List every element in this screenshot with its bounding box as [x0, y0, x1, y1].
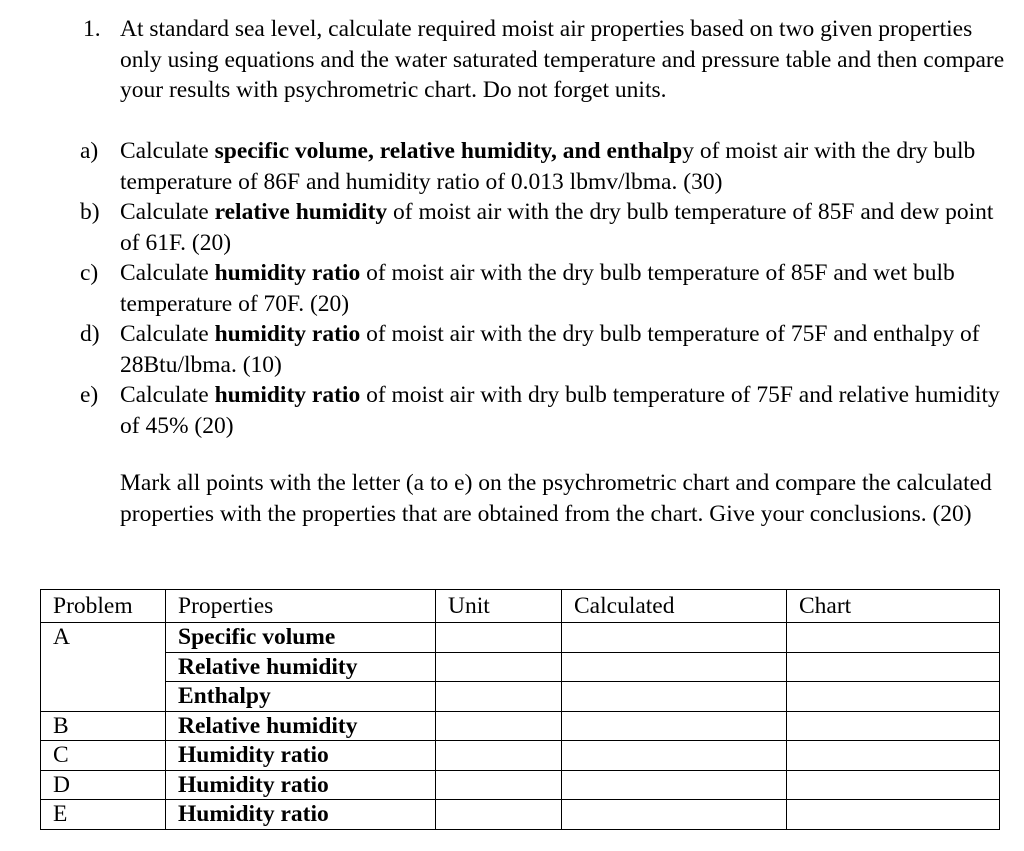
problem-cell: B: [41, 711, 166, 741]
chart-cell[interactable]: [787, 800, 1000, 830]
part-text-bold: humidity ratio: [214, 260, 361, 286]
part-text-post: of moist air with the dry bulb temperature of 75F and enthalpy of 28Btu/lbma. (10): [120, 321, 980, 378]
problem-cell: C: [41, 741, 166, 771]
header-calculated: Calculated: [562, 590, 787, 623]
part-letter: c): [80, 260, 99, 286]
header-properties: Properties: [166, 590, 436, 623]
part-text-post: of moist air with the dry bulb temperature of 85F and wet bulb temperature of 70F. (20): [120, 260, 955, 317]
part-text-pre: Calculate: [120, 199, 215, 225]
table-row: [41, 711, 1000, 741]
part-text-post: of moist air with dry bulb temperature of 75F and relative humidity of 45% (20): [120, 382, 1000, 439]
part-letter: b): [80, 199, 100, 225]
unit-cell[interactable]: [436, 741, 562, 771]
part-letter: d): [80, 321, 100, 347]
part-letter: e): [80, 382, 99, 408]
part-e: [80, 380, 1010, 441]
part-text-pre: Calculate: [120, 321, 215, 347]
calculated-cell[interactable]: [562, 741, 787, 771]
property-cell: Humidity ratio: [166, 800, 436, 830]
problem-cell: A: [41, 623, 166, 712]
table-row: [41, 652, 1000, 682]
calculated-cell[interactable]: [562, 770, 787, 800]
chart-cell[interactable]: [787, 652, 1000, 682]
chart-cell[interactable]: [787, 711, 1000, 741]
part-text-post: y of moist air with the dry bulb temperature of 86F and humidity ratio of 0.013 lbmv/lbma. (30): [120, 138, 976, 195]
mark-instructions: Mark all points with the letter (a to e) on the psychrometric chart and compare the calculated properties with the properties that are obtained from the chart. Give your conclusions. (20): [120, 470, 992, 527]
calculated-cell[interactable]: [562, 682, 787, 712]
part-text-bold: humidity ratio: [214, 382, 361, 408]
table-header-row: [41, 590, 1000, 623]
question-text: At standard sea level, calculate required moist air properties based on two given properties only using equations and the water saturated temperature and pressure table and then compare your results with psychrometric chart. Do not forget units.: [120, 16, 1005, 103]
chart-cell[interactable]: [787, 682, 1000, 712]
chart-cell[interactable]: [787, 741, 1000, 771]
part-text: [120, 199, 993, 256]
part-b: [80, 197, 1010, 258]
part-text: [120, 382, 1000, 439]
calculated-cell[interactable]: [562, 711, 787, 741]
part-c: [80, 258, 1010, 319]
part-text-pre: Calculate: [120, 382, 215, 408]
question-number: 1.: [83, 16, 101, 42]
unit-cell[interactable]: [436, 682, 562, 712]
part-text: [120, 260, 955, 317]
unit-cell[interactable]: [436, 623, 562, 653]
part-text-pre: Calculate: [120, 138, 215, 164]
problem-cell: D: [41, 770, 166, 800]
part-text-post: of moist air with the dry bulb temperature of 85F and dew point of 61F. (20): [120, 199, 994, 256]
table-row: [41, 682, 1000, 712]
header-chart: Chart: [787, 590, 1000, 623]
unit-cell[interactable]: [436, 800, 562, 830]
chart-cell[interactable]: [787, 770, 1000, 800]
header-unit: Unit: [436, 590, 562, 623]
part-letter: a): [80, 138, 99, 164]
property-cell: Relative humidity: [166, 711, 436, 741]
part-text: [120, 321, 980, 378]
chart-cell[interactable]: [787, 623, 1000, 653]
part-text-bold: specific volume, relative humidity, and enthalp: [214, 138, 683, 164]
problem-cell: E: [41, 800, 166, 830]
calculated-cell[interactable]: [562, 623, 787, 653]
part-d: [80, 319, 1010, 380]
property-cell: Relative humidity: [166, 652, 436, 682]
property-cell: Humidity ratio: [166, 741, 436, 771]
header-problem: Problem: [41, 590, 166, 623]
unit-cell[interactable]: [436, 711, 562, 741]
question-parts: [80, 136, 1010, 441]
unit-cell[interactable]: [436, 652, 562, 682]
part-text-bold: humidity ratio: [214, 321, 361, 347]
unit-cell[interactable]: [436, 770, 562, 800]
property-cell: Humidity ratio: [166, 770, 436, 800]
property-cell: Specific volume: [166, 623, 436, 653]
table-row: [41, 800, 1000, 830]
results-table: [40, 589, 1000, 830]
property-cell: Enthalpy: [166, 682, 436, 712]
part-text-pre: Calculate: [120, 260, 215, 286]
calculated-cell[interactable]: [562, 800, 787, 830]
table-row: [41, 770, 1000, 800]
table-row: [41, 741, 1000, 771]
part-text: [120, 138, 975, 195]
part-a: [80, 136, 1010, 197]
part-text-bold: relative humidity: [214, 199, 388, 225]
calculated-cell[interactable]: [562, 652, 787, 682]
table-row: [41, 623, 1000, 653]
